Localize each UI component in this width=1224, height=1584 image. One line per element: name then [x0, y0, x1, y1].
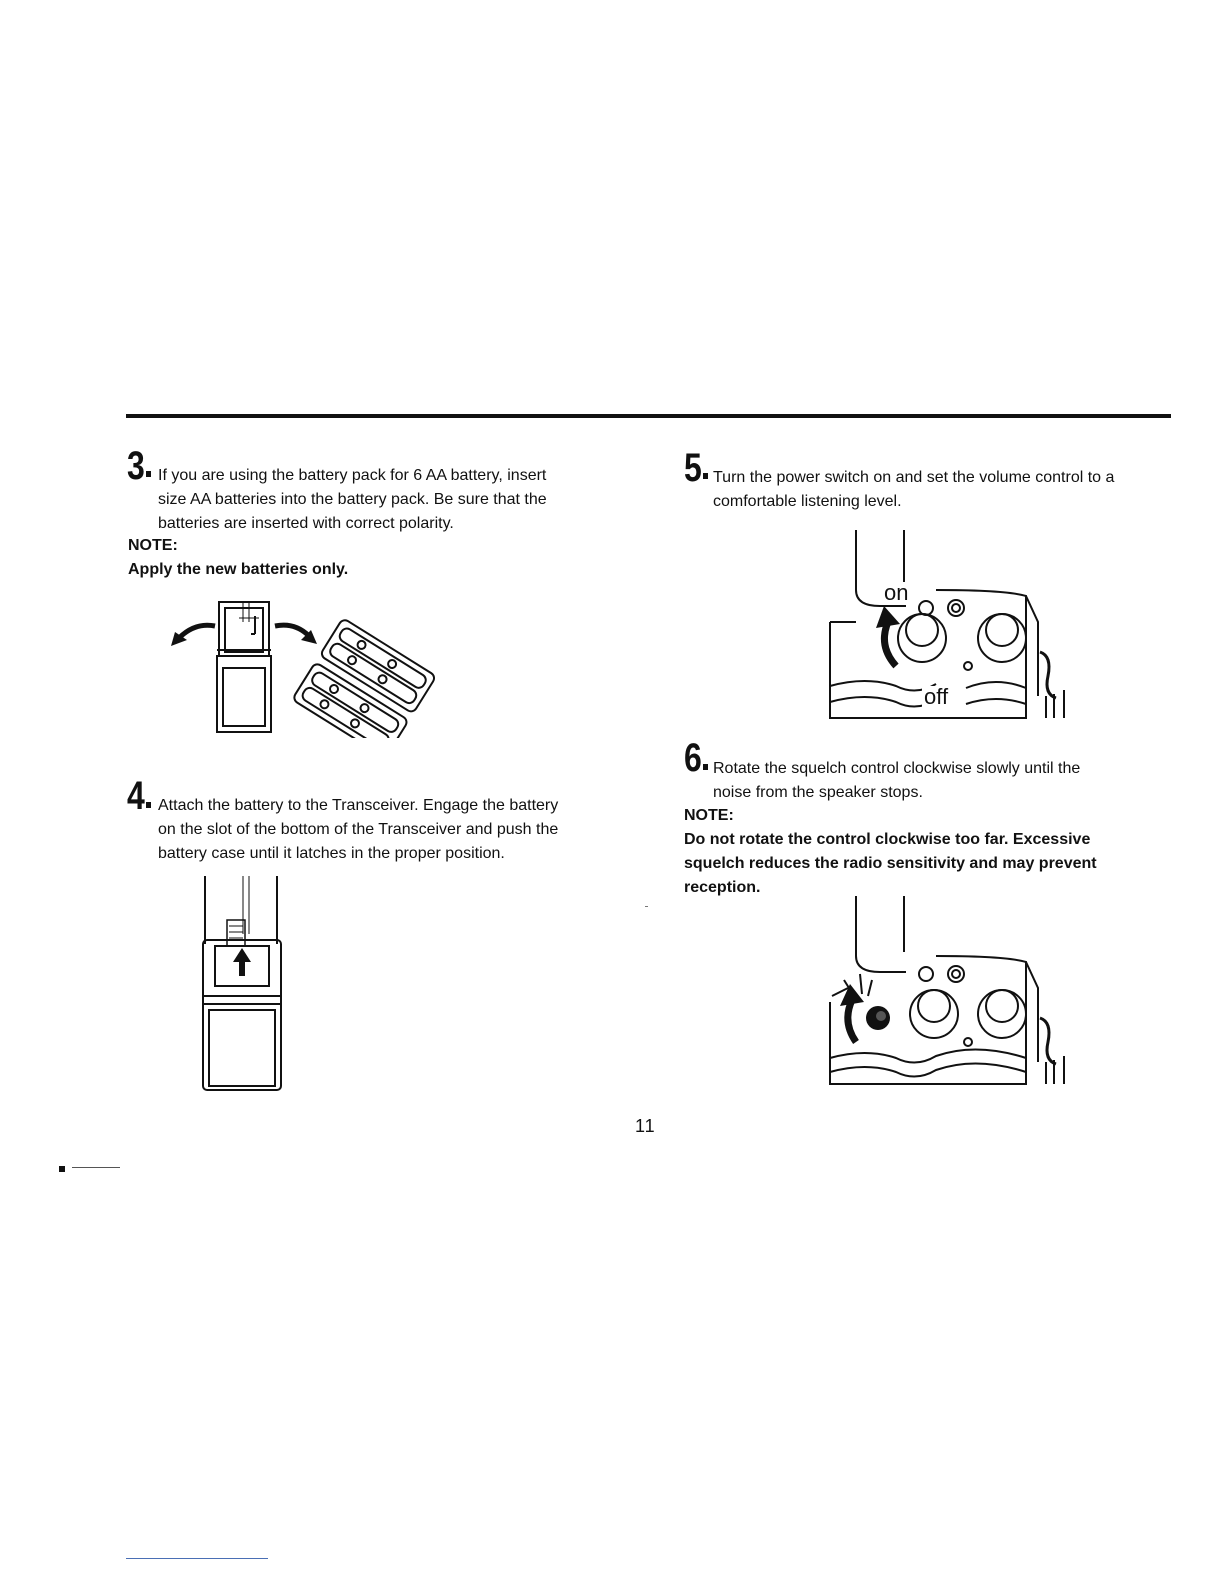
- note-label: NOTE:: [684, 807, 734, 824]
- bottom-line: [126, 1558, 268, 1559]
- margin-mark: [59, 1166, 65, 1172]
- step-bullet: [703, 764, 708, 770]
- step-text-line: comfortable listening level.: [713, 493, 902, 510]
- step-number: 6: [684, 736, 701, 780]
- note-text-line: squelch reduces the radio sensitivity and may prevent: [684, 855, 1097, 872]
- margin-line: [72, 1167, 120, 1168]
- attach-battery-illustration: [195, 874, 295, 1094]
- note-text-line: Do not rotate the control clockwise too far. Excessive: [684, 831, 1091, 848]
- note-label: NOTE:: [128, 537, 178, 554]
- step-bullet: [146, 471, 151, 477]
- step-text-line: noise from the speaker stops.: [713, 784, 923, 801]
- step-number: 5: [684, 446, 701, 490]
- step-text-line: Attach the battery to the Transceiver. Engage the battery: [158, 797, 559, 814]
- step-text-line: on the slot of the bottom of the Transceiver and push the: [158, 821, 559, 838]
- step-text-line: If you are using the battery pack for 6 AA battery, insert: [158, 467, 547, 484]
- step-text-line: Turn the power switch on and set the volume control to a: [713, 469, 1115, 486]
- step-bullet: [703, 473, 708, 479]
- step-bullet: [146, 802, 151, 808]
- on-label: on: [884, 580, 909, 605]
- scan-speck: [645, 906, 648, 907]
- off-label: off: [924, 684, 949, 709]
- step-text-line: battery case until it latches in the proper position.: [158, 845, 505, 862]
- note-text: Apply the new batteries only.: [128, 561, 349, 578]
- battery-pack-illustration: [165, 598, 515, 738]
- step-text-line: batteries are inserted with correct polarity.: [158, 515, 454, 532]
- top-rule: [126, 414, 1171, 418]
- note-text-line: reception.: [684, 879, 761, 896]
- squelch-control-illustration: [826, 892, 1072, 1088]
- page-number: 11: [635, 1116, 656, 1136]
- power-switch-illustration: [826, 526, 1072, 722]
- step-text-line: size AA batteries into the battery pack. Be sure that the: [158, 491, 547, 508]
- step-text-line: Rotate the squelch control clockwise slowly until the: [713, 760, 1081, 777]
- step-number: 3: [127, 444, 144, 488]
- step-number: 4: [127, 774, 144, 818]
